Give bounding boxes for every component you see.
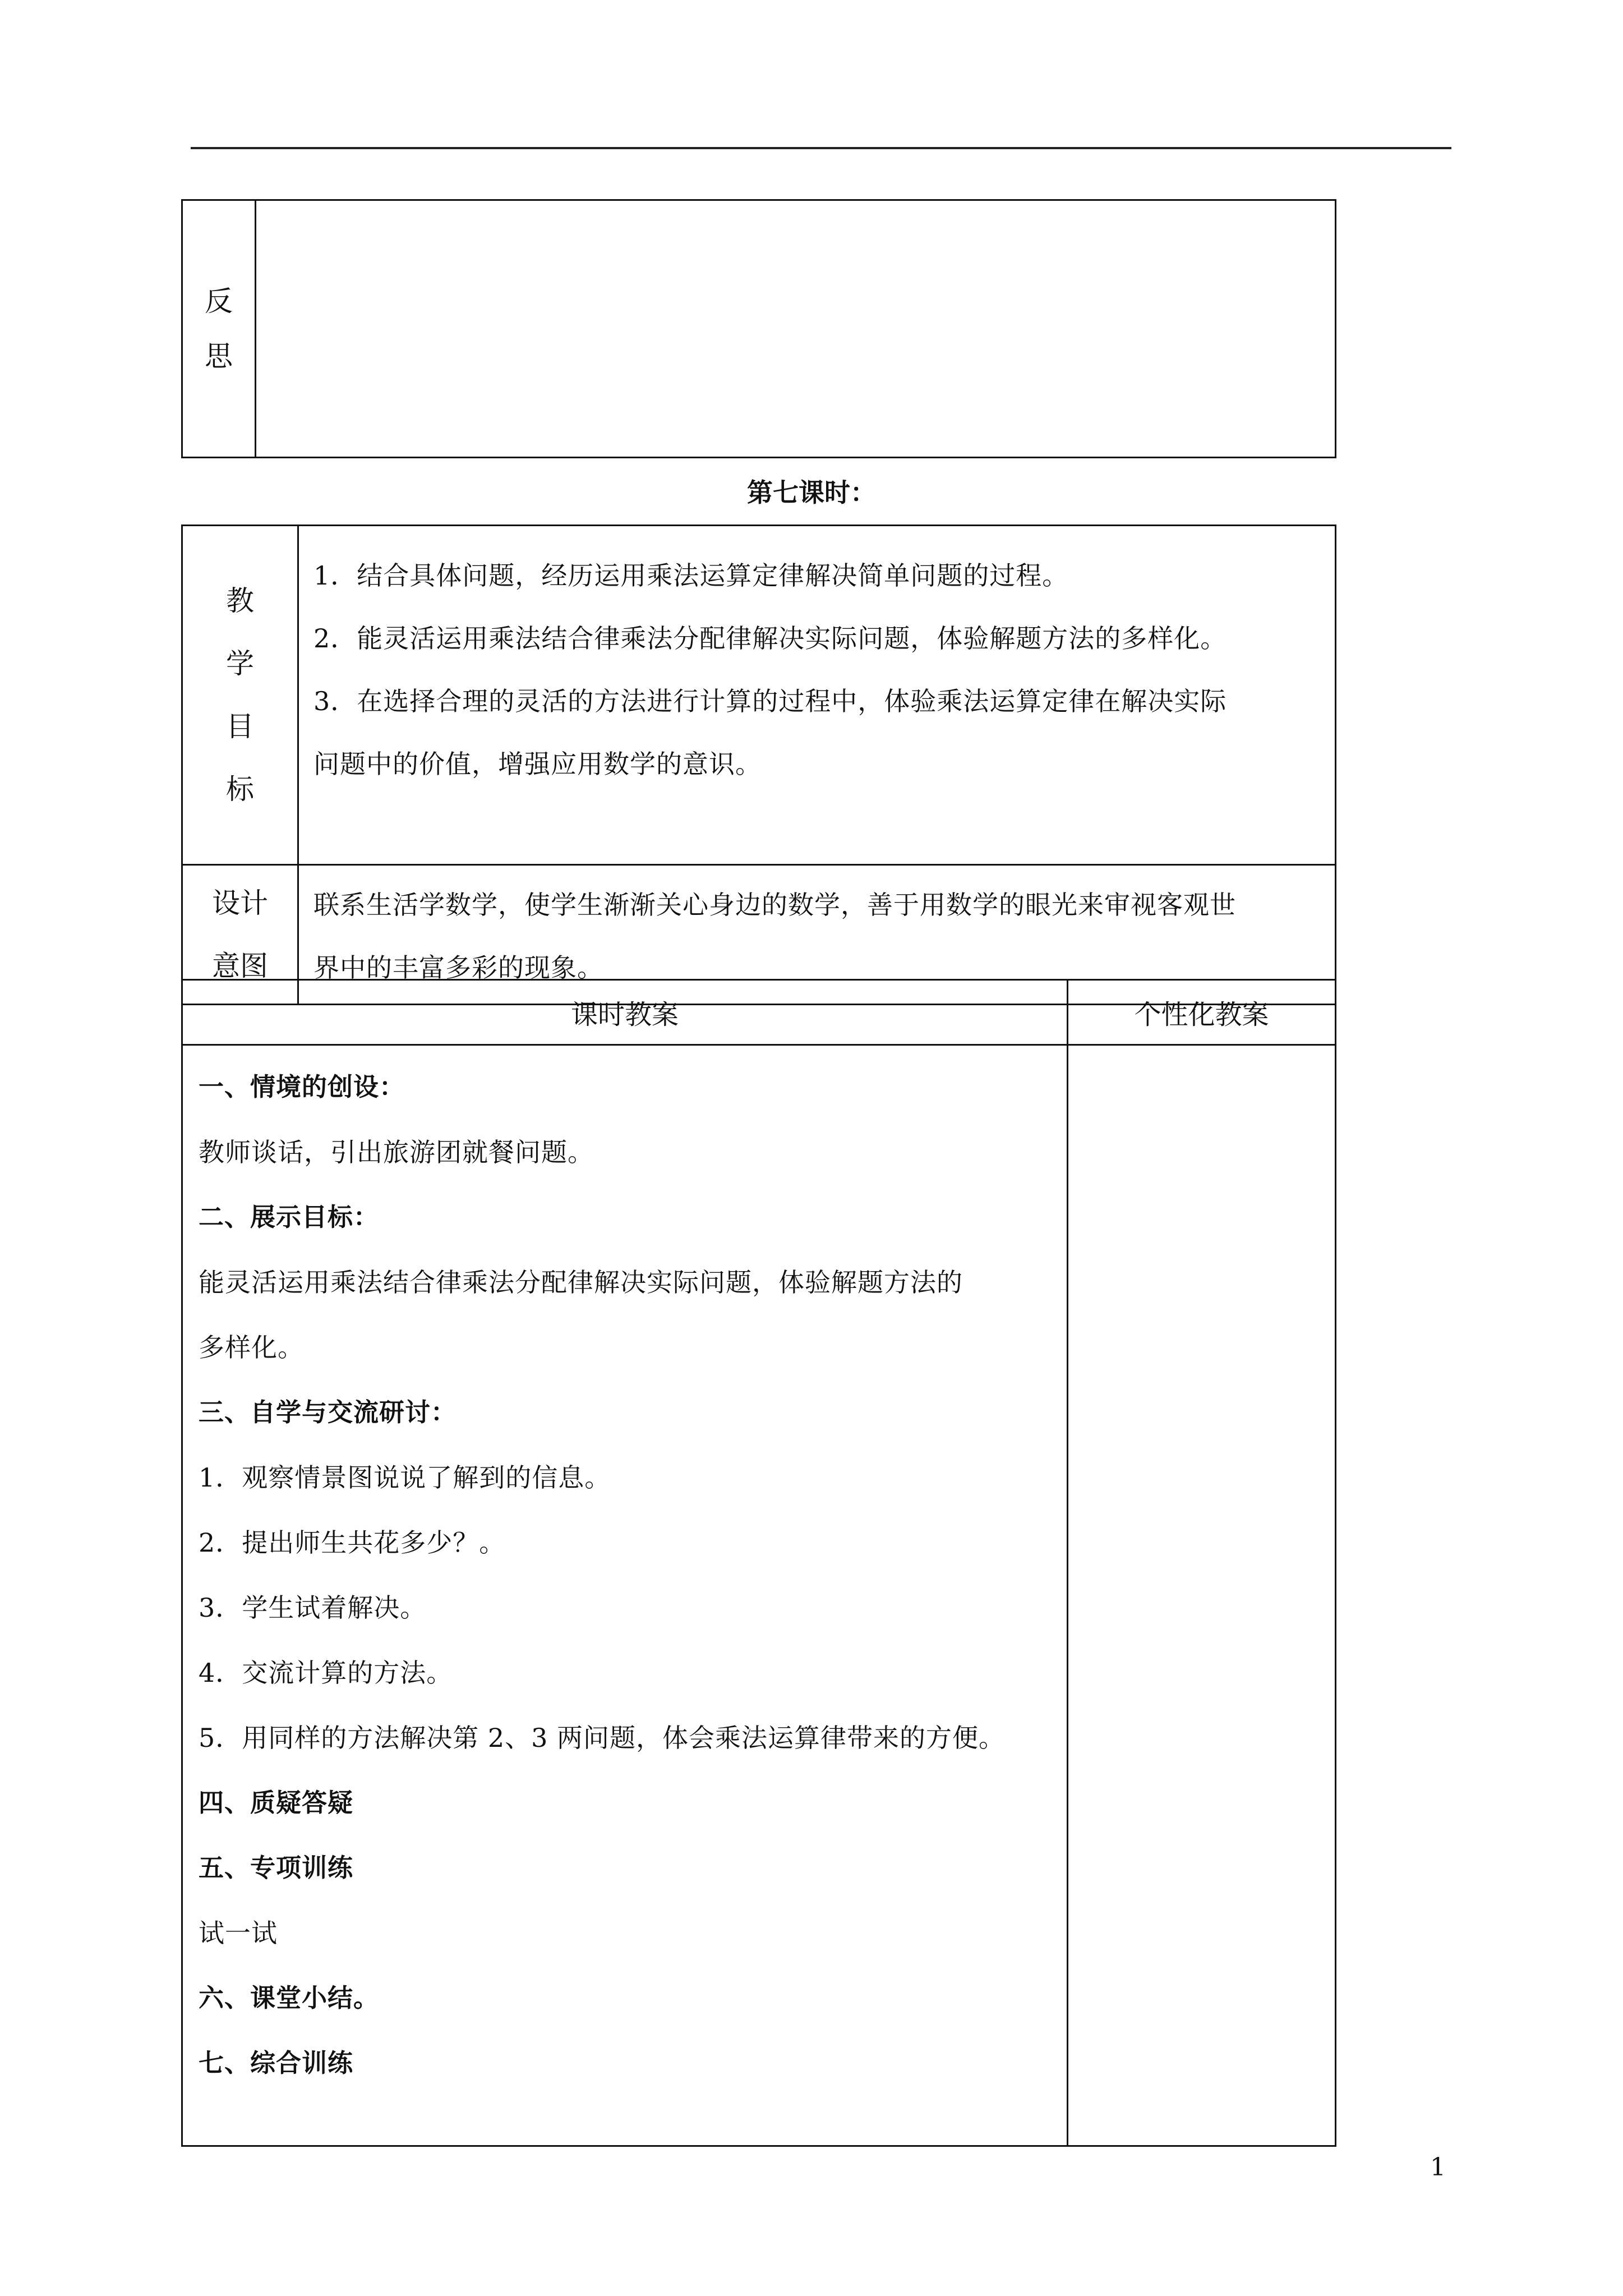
goals-table [181,524,1336,1005]
plan-header-right: 个性化教案 [1068,980,1336,1045]
reflection-label-char: 思 [205,340,233,372]
plan-line: 试一试 [199,1918,278,1948]
design-line: 界中的丰富多彩的现象。 [313,953,603,983]
plan-lines [183,1046,1067,2096]
goal-item: 1．结合具体问题，经历运用乘法运算定律解决简单问题的过程。 [313,560,1069,591]
goals-label-char: 标 [226,773,254,806]
plan-section-heading: 七、综合训练 [199,2048,354,2078]
plan-table [181,979,1336,2147]
plan-section-heading: 一、情境的创设： [199,1072,405,1102]
plan-line: 2．提出师生共花多少？。 [199,1527,506,1558]
page-number: 1 [1430,2153,1446,2182]
plan-section-heading: 六、课堂小结。 [199,1983,380,2013]
design-line: 联系生活学数学，使学生渐渐关心身边的数学，善于用数学的眼光来审视客观世 [313,890,1236,920]
goals-label-char: 教 [226,585,254,617]
plan-section-heading: 二、展示目标： [199,1202,380,1232]
reflection-table [181,199,1336,458]
reflection-label [182,200,256,458]
lesson-title: 第七课时： [747,477,876,508]
plan-line: 5．用同样的方法解决第 2、3 两问题，体会乘法运算律带来的方便。 [199,1723,1006,1753]
plan-line: 3．学生试着解决。 [199,1593,427,1623]
plan-line: 多样化。 [199,1332,304,1363]
reflection-label-char: 反 [205,285,233,318]
goal-item: 2．能灵活运用乘法结合律乘法分配律解决实际问题，体验解题方法的多样化。 [313,623,1227,654]
reflection-content[interactable] [256,200,1336,458]
goals-label-char: 学 [226,647,254,680]
goals-label [182,526,298,865]
plan-content [182,1045,1068,2146]
design-label-line: 设计 [212,887,268,919]
plan-section-heading: 三、自学与交流研讨： [199,1397,457,1427]
goal-item: 3．在选择合理的灵活的方法进行计算的过程中，体验乘法运算定律在解决实际 [313,686,1227,716]
plan-line: 1．观察情景图说说了解到的信息。 [199,1462,611,1493]
plan-section-heading: 五、专项训练 [199,1853,354,1883]
plan-header-left: 课时教案 [182,980,1068,1045]
plan-line: 4．交流计算的方法。 [199,1658,453,1688]
design-label-line: 意图 [212,950,268,982]
plan-line: 能灵活运用乘法结合律乘法分配律解决实际问题，体验解题方法的 [199,1267,963,1297]
goal-item: 问题中的价值，增强应用数学的意识。 [313,749,762,779]
header-rule [191,147,1451,149]
plan-line: 教师谈话，引出旅游团就餐问题。 [199,1137,594,1167]
goals-label-char: 目 [226,710,254,743]
personalized-plan-cell[interactable] [1068,1045,1336,2146]
plan-section-heading: 四、质疑答疑 [199,1788,354,1818]
goals-content [298,526,1336,865]
